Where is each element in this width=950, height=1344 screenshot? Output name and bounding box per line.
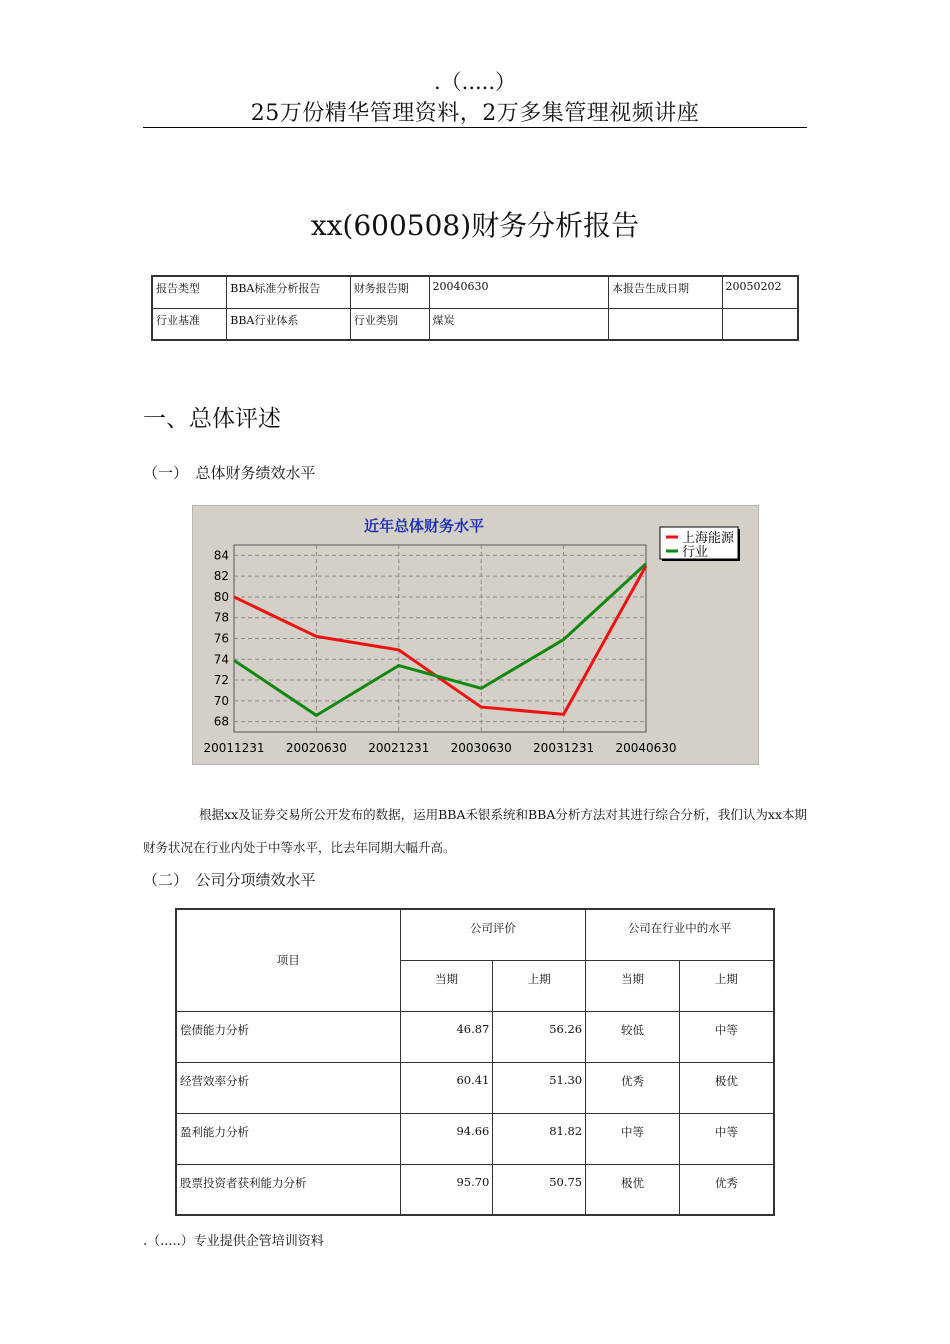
report-meta-table: [151, 275, 799, 341]
header-line-2: 25万份精华管理资料，2万多集管理视频讲座: [250, 101, 700, 126]
header-industry-level: 公司在行业中的水平: [586, 909, 774, 960]
x-tick-label: 20011231: [203, 741, 265, 755]
header-company-eval: 公司评价: [400, 909, 586, 960]
row-previous: 51.30: [493, 1062, 586, 1113]
header-current: 当期: [400, 960, 493, 1011]
y-tick-label: 82: [213, 569, 229, 584]
chart-y-ticks: [214, 548, 229, 728]
table-row: [176, 1062, 774, 1113]
row-previous: 50.75: [493, 1164, 586, 1215]
x-tick-label: 20040630: [615, 741, 677, 755]
row-current: 94.66: [400, 1113, 493, 1164]
row-level-previous: 中等: [679, 1011, 774, 1062]
meta-cell: [608, 308, 722, 340]
meta-cell: BBA标准分析报告: [227, 276, 351, 308]
x-tick-label: 20021231: [368, 741, 430, 755]
row-previous: 56.26: [493, 1011, 586, 1062]
chart-legend: [660, 527, 740, 561]
table-row: [176, 1164, 774, 1215]
row-name: 盈利能力分析: [176, 1113, 400, 1164]
row-level-current: 中等: [586, 1113, 680, 1164]
header-item: 项目: [176, 909, 400, 1011]
meta-cell: 本报告生成日期: [608, 276, 722, 308]
x-tick-label: 20031231: [533, 741, 595, 755]
header-current-level: 当期: [586, 960, 680, 1011]
row-level-current: 较低: [586, 1011, 680, 1062]
y-tick-label: 78: [213, 610, 229, 625]
meta-cell: 报告类型: [152, 276, 227, 308]
legend-label-series-2: 行业: [682, 545, 709, 560]
row-current: 60.41: [400, 1062, 493, 1113]
row-level-previous: 优秀: [679, 1164, 774, 1215]
section-heading-overall: 一、总体评述: [143, 406, 281, 432]
header-divider: [143, 127, 807, 128]
subsection-heading-overall-performance: （一） 总体财务绩效水平: [143, 464, 316, 482]
meta-cell: BBA行业体系: [227, 308, 351, 340]
table-row: [176, 1011, 774, 1062]
y-tick-label: 70: [213, 693, 229, 708]
document-title: xx(600508)财务分析报告: [310, 209, 640, 242]
y-tick-label: 68: [213, 714, 229, 729]
meta-cell: 行业基准: [152, 308, 227, 340]
row-name: 股票投资者获利能力分析: [176, 1164, 400, 1215]
header-previous-level: 上期: [679, 960, 774, 1011]
row-name: 经营效率分析: [176, 1062, 400, 1113]
meta-cell: 20040630: [429, 276, 608, 308]
header-previous: 上期: [493, 960, 586, 1011]
y-tick-label: 80: [213, 589, 229, 604]
meta-cell: 财务报告期: [350, 276, 429, 308]
row-level-previous: 极优: [679, 1062, 774, 1113]
table-header-row: [176, 909, 774, 960]
row-level-current: 优秀: [586, 1062, 680, 1113]
row-previous: 81.82: [493, 1113, 586, 1164]
row-level-current: 极优: [586, 1164, 680, 1215]
meta-cell: 行业类别: [350, 308, 429, 340]
meta-cell: 煤炭: [429, 308, 608, 340]
summary-paragraph: 根据xx及证券交易所公开发布的数据，运用BBA禾银系统和BBA分析方法对其进行综合分析，我们认为xx本期财务状况在行业内处于中等水平，比去年同期大幅升高。: [143, 807, 807, 855]
row-current: 95.70: [400, 1164, 493, 1215]
subsection-heading-item-performance: （二） 公司分项绩效水平: [143, 871, 316, 889]
row-level-previous: 中等: [679, 1113, 774, 1164]
row-current: 46.87: [400, 1011, 493, 1062]
header-line-1: .（.....）: [433, 70, 517, 94]
meta-cell: [722, 308, 798, 340]
legend-label-series-1: 上海能源: [682, 531, 735, 546]
table-row: [176, 1113, 774, 1164]
x-tick-label: 20030630: [450, 741, 512, 755]
y-tick-label: 74: [213, 652, 229, 667]
item-performance-table: [175, 908, 775, 1216]
x-tick-label: 20020630: [285, 741, 347, 755]
chart-title: 近年总体财务水平: [363, 517, 485, 535]
row-name: 偿债能力分析: [176, 1011, 400, 1062]
y-tick-label: 72: [213, 673, 229, 688]
meta-cell: 20050202: [722, 276, 798, 308]
footer-text: .（.....）专业提供企管培训资料: [143, 1234, 324, 1249]
meta-row-1: [152, 276, 798, 308]
y-tick-label: 84: [213, 548, 229, 563]
meta-row-2: [152, 308, 798, 340]
y-tick-label: 76: [213, 631, 229, 646]
overall-performance-chart: [192, 505, 759, 765]
